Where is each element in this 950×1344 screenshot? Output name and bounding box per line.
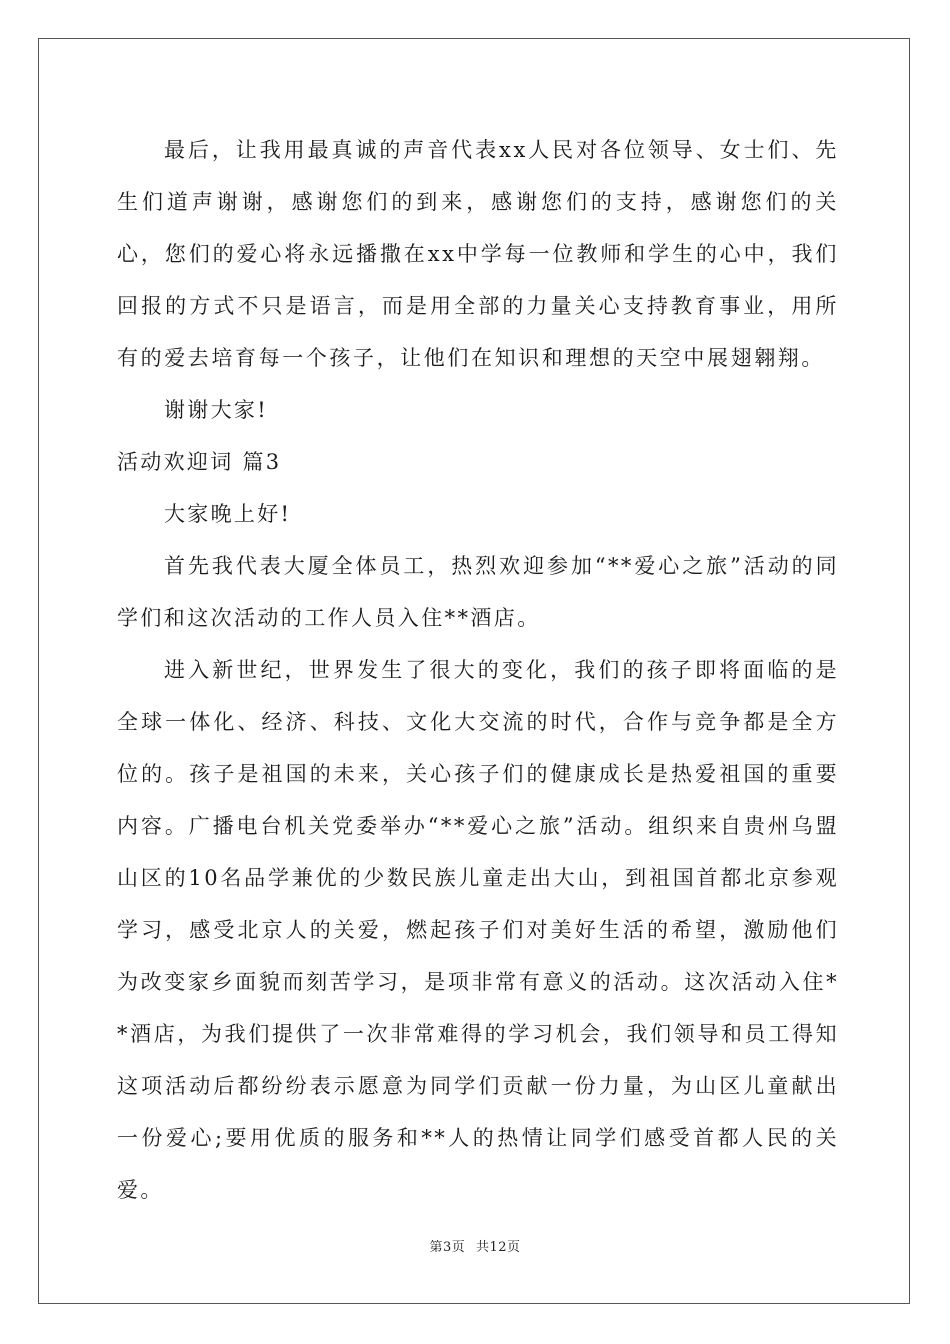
paragraph-closing-thanks: 最后，让我用最真诚的声音代表xx人民对各位领导、女士们、先生们道声谢谢，感谢您们的到来，感谢您们的支持，感谢您们的关心，您们的爱心将永远播撒在xx中学每一位教师和学生的心中，我们回报的方式不只是语言，而是用全部的力量关心支持教育事业，用所有的爱去培育每一个孩子，让他们在知识和理想的天空中展翅翱翔。 [117, 138, 839, 370]
total-pages: 共12页 [475, 1240, 521, 1255]
section-heading: 活动欢迎词 篇3 [117, 450, 282, 474]
paragraph-thank-you: 谢谢大家! [164, 398, 268, 422]
paragraph-greeting: 大家晚上好! [164, 502, 292, 526]
document-body [117, 124, 839, 1216]
paragraph-main-body: 进入新世纪，世界发生了很大的变化，我们的孩子即将面临的是全球一体化、经济、科技、文化大交流的时代，合作与竞争都是全方位的。孩子是祖国的未来，关心孩子们的健康成长是热爱祖国的重要内容。广播电台机关党委举办“**爱心之旅”活动。组织来自贵州乌盟山区的10名品学兼优的少数民族儿童走出大山，到祖国首都北京参观学习，感受北京人的关爱，燃起孩子们对美好生活的希望，激励他们为改变家乡面貌而刻苦学习，是项非常有意义的活动。这次活动入住**酒店，为我们提供了一次非常难得的学习机会，我们领导和员工得知这项活动后都纷纷表示愿意为同学们贡献一份力量，为山区儿童献出一份爱心;要用优质的服务和**人的热情让同学们感受首都人民的关爱。 [117, 658, 839, 1202]
paragraph-welcome: 首先我代表大厦全体员工，热烈欢迎参加“**爱心之旅”活动的同学们和这次活动的工作人员入住**酒店。 [117, 554, 839, 630]
page-footer [0, 1236, 950, 1255]
page-number: 第3页 [429, 1240, 466, 1255]
